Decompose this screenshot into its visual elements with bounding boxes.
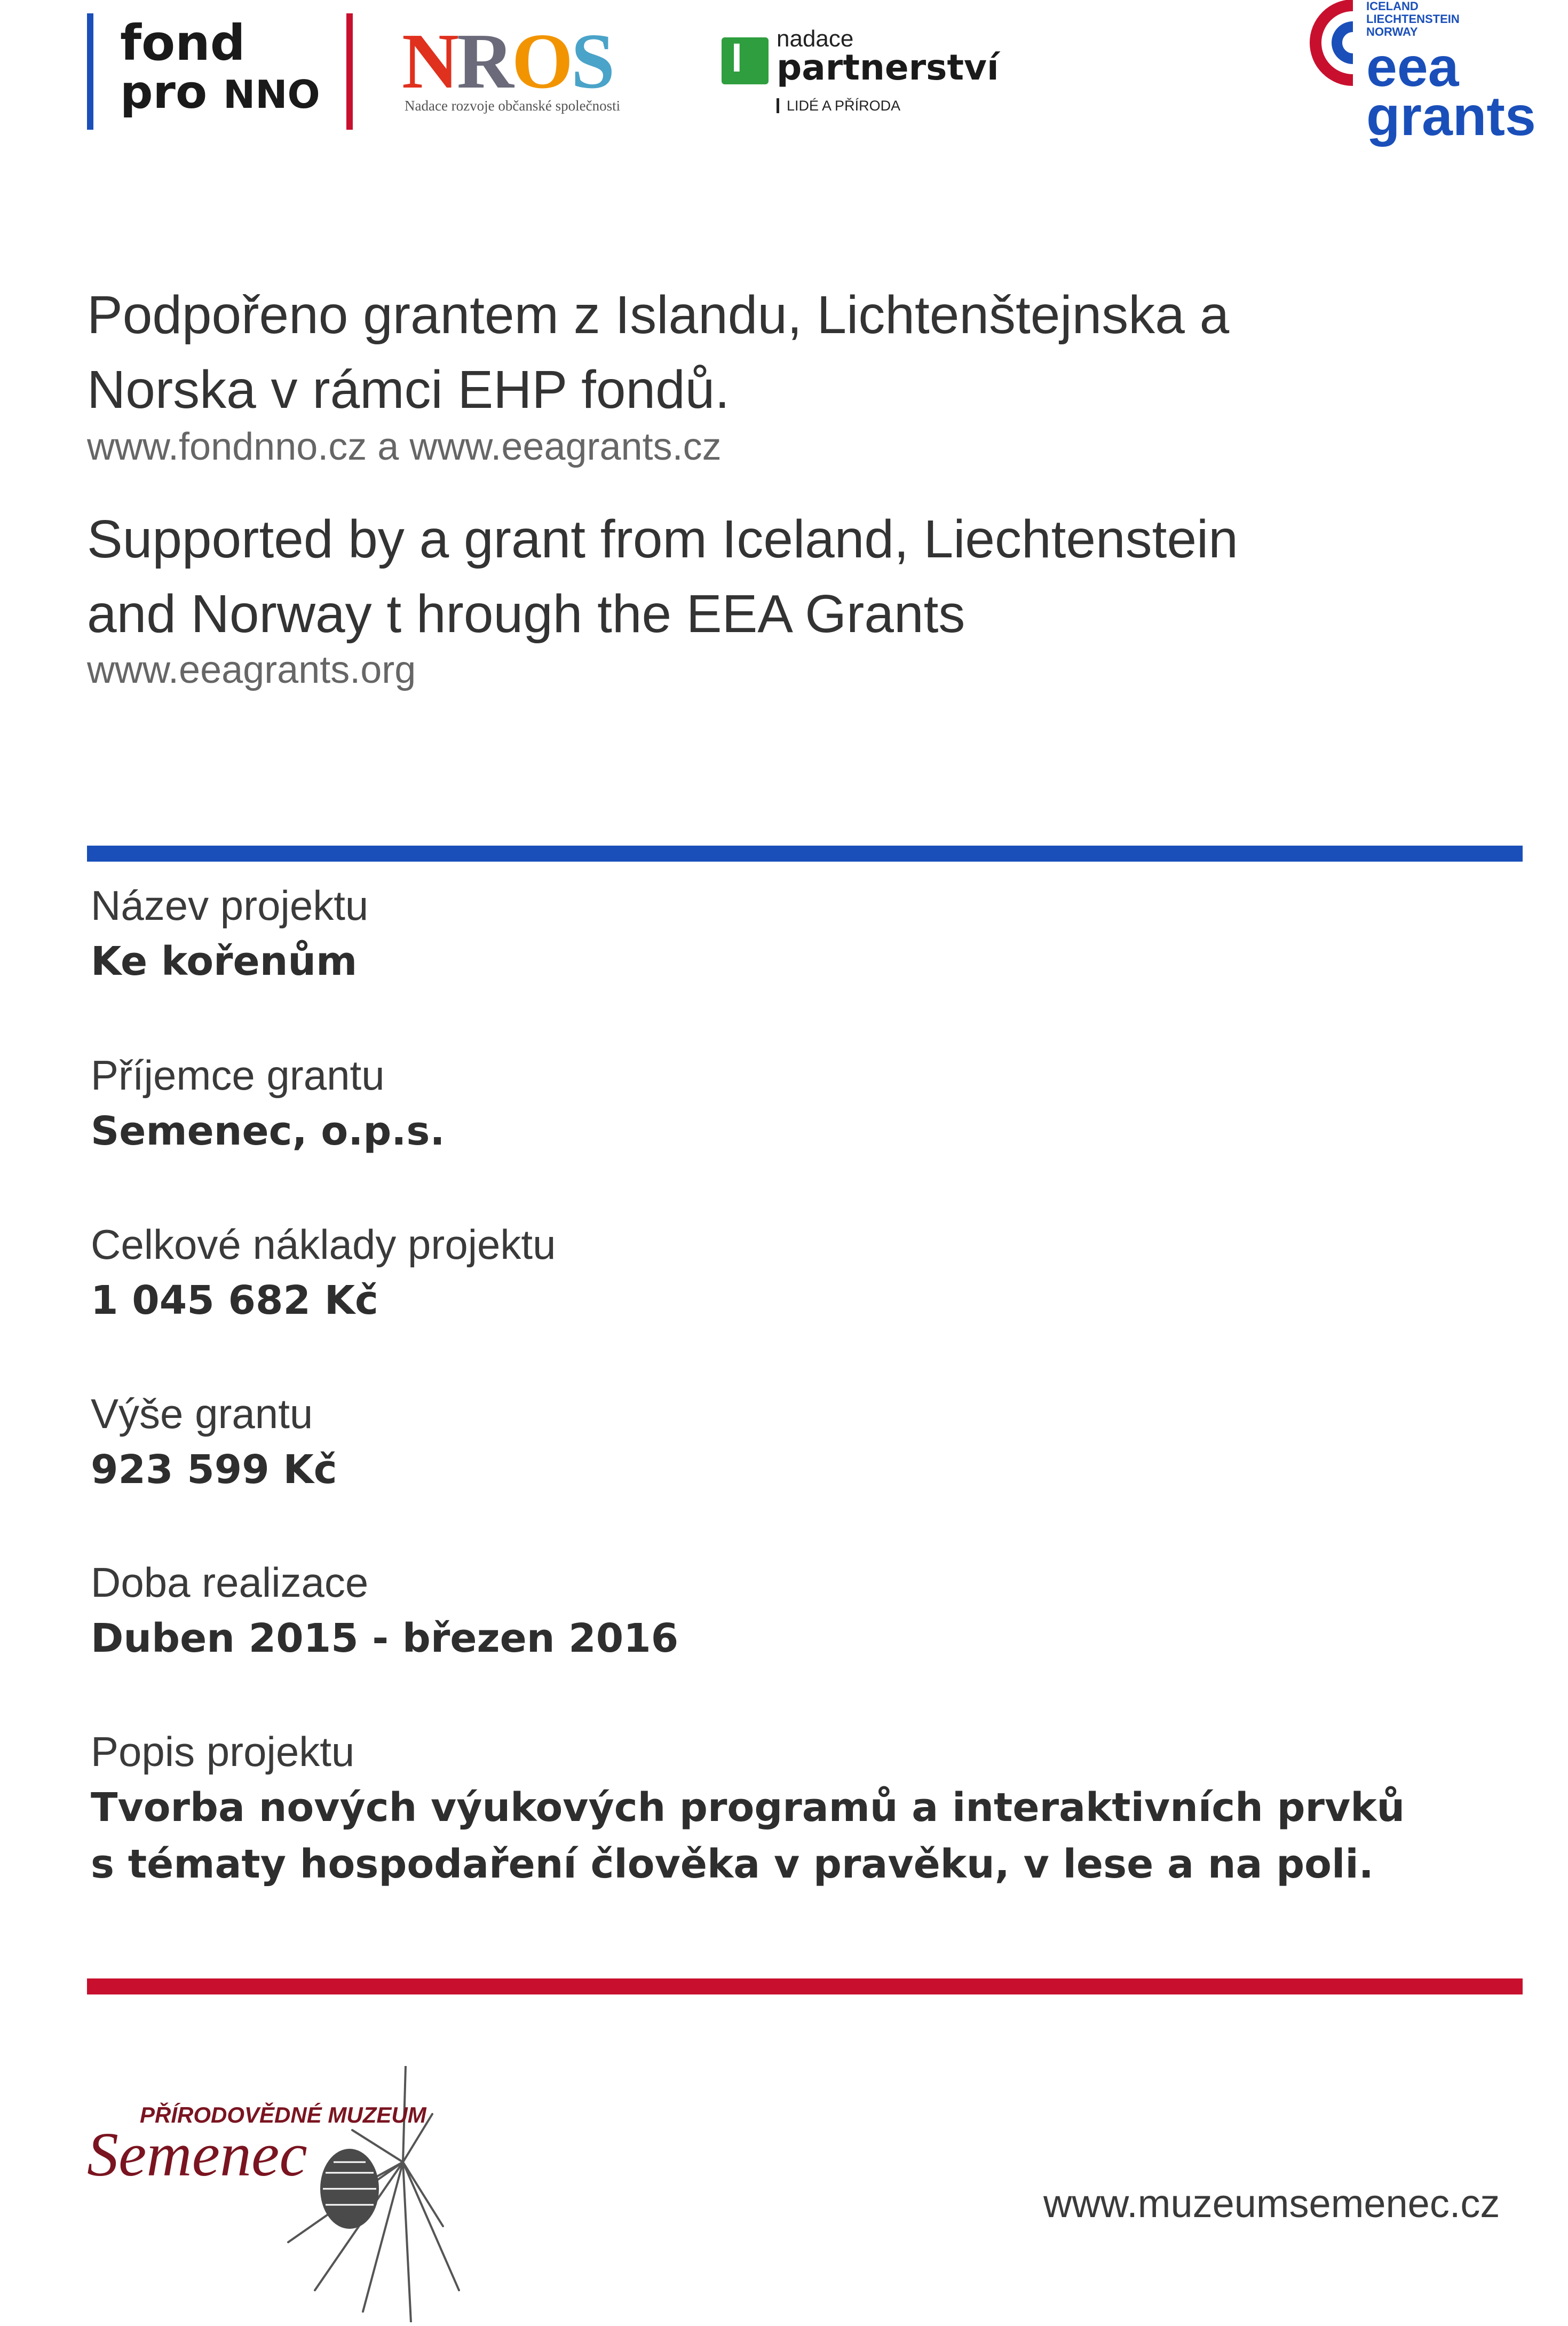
project-description-label: Popis projektu [91,1728,355,1775]
project-name-label: Název projektu [91,882,369,929]
eea-grants-logo-word: eea grants [1366,36,1536,147]
fond-logo-bar-red [346,13,353,130]
grant-amount-label: Výše grantu [91,1390,313,1437]
partnerstvi-logo-word: partnerství [777,47,999,88]
fond-logo-line2: pro NNO [120,66,320,119]
nros-logo-subtitle: Nadace rozvoje občanské společnosti [405,98,621,114]
realization-period-label: Doba realizace [91,1559,369,1606]
total-cost-label: Celkové náklady projektu [91,1221,556,1268]
museum-logo-title: PŘÍRODOVĚDNÉ MUZEUM [140,2102,426,2127]
divider-blue [87,846,1523,862]
support-statement-english: Supported by a grant from Iceland, Liechtenstein and Norway t hrough the EEA Grants [87,509,1238,644]
grant-amount-value: 923 599 Kč [91,1447,337,1493]
realization-period-value: Duben 2015 - březen 2016 [91,1615,679,1661]
museum-website[interactable]: www.muzeumsemenec.cz [1043,2181,1500,2226]
grant-recipient-label: Příjemce grantu [91,1052,385,1099]
museum-logo-name: Semenec [87,2119,307,2189]
fond-logo-line1: fond [120,14,246,72]
partnerstvi-logo-small: nadace [777,26,854,52]
support-url-english: www.eeagrants.org [87,649,416,691]
total-cost-value: 1 045 682 Kč [91,1278,378,1323]
grant-recipient-value: Semenec, o.p.s. [91,1108,445,1154]
nros-logo: NROS [402,18,613,105]
project-description-value: Tvorba nových výukových programů a interaktivních prvků s tématy hospodaření člověka v pravěku, v lese a na poli. [91,1785,1405,1887]
nadace-partnerstvi-leaf-icon: ꟾ [722,37,769,84]
project-name-value: Ke kořenům [91,939,358,984]
eea-grants-countries: ICELAND LIECHTENSTEIN NORWAY [1366,0,1460,38]
fond-pro-nno-logo [120,14,320,119]
support-statement-czech: Podpořeno grantem z Islandu, Lichtenštejnska a Norska v rámci EHP fondů. [87,285,1230,420]
divider-red [87,1978,1523,1994]
support-url-czech: www.fondnno.cz a www.eeagrants.cz [87,425,722,468]
partnerstvi-logo-subtitle: LIDÉ A PŘÍRODA [777,98,900,114]
fond-logo-bar-blue [87,13,93,130]
